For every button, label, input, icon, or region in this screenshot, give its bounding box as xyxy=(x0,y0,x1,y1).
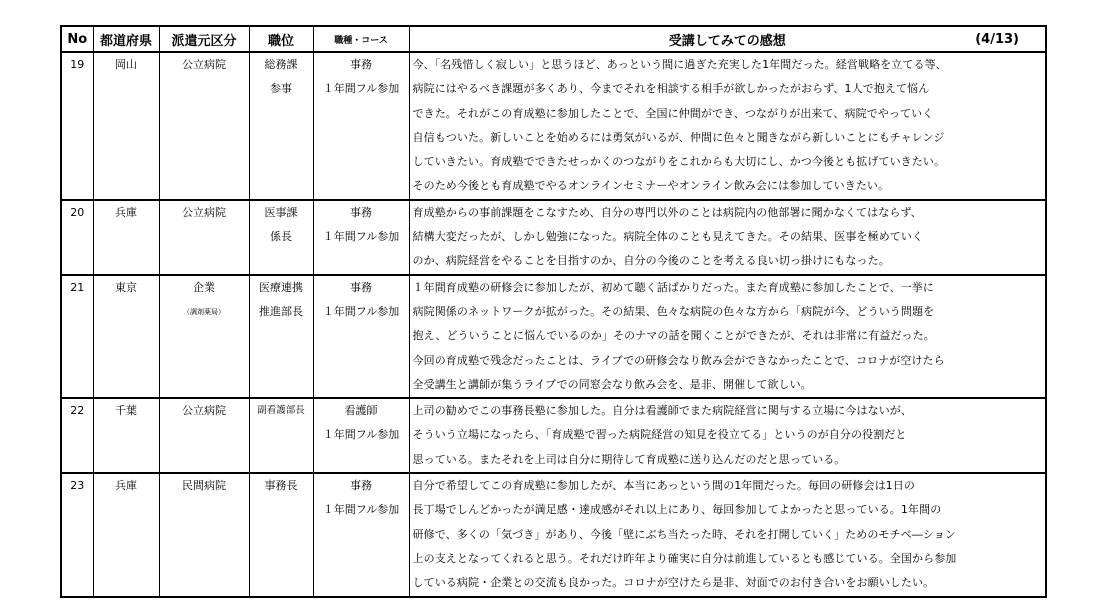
dispatch-text: 公立病院 xyxy=(182,404,226,418)
comment-line: のか、病院経営をやることを目指すのか、自分の今後のことを考える良い切っ掛けにもなった。 xyxy=(412,254,890,268)
entry-number: 21 xyxy=(70,280,85,294)
comment-line: していきたい。育成塾でできたせっかくのつながりをこれからも大切にし、かつ今後とも拡げていきたい。 xyxy=(412,155,946,169)
dispatch-text: 公立病院 xyxy=(182,205,226,219)
header-comment-label: 受講してみての感想 xyxy=(668,33,786,49)
comment-line: 自分で希望してこの育成塾に参加したが、本当にあっという間の1年間だった。毎回の研修会は1日の xyxy=(412,479,915,493)
table-row xyxy=(61,398,1046,473)
cell-position xyxy=(249,473,313,596)
prefecture-text: 千葉 xyxy=(115,404,137,418)
comment-line: 今回の育成塾で残念だったことは、ライブでの研修会なり飲み会ができなかったことで、コロナが空けたら xyxy=(412,353,945,367)
dispatch-text: 企業 xyxy=(193,280,215,294)
cell-course xyxy=(313,275,409,398)
comment-line: そういう立場になったら、「育成塾で習った病院経営の知見を役立てる」というのが自分の役割だと xyxy=(412,428,907,442)
survey-table xyxy=(60,25,1047,598)
cell-position xyxy=(249,275,313,398)
cell-position xyxy=(249,200,313,275)
header-prefecture: 都道府県 xyxy=(93,26,159,52)
cell-position xyxy=(249,52,313,200)
job-type-text: 看護師 xyxy=(344,404,378,418)
comment-line: 上司の勧めでこの事務長塾に参加した。自分は看護師でまた病院経営に関与する立場に今はないが、 xyxy=(412,404,912,418)
course-text: １年間フル参加 xyxy=(322,82,400,96)
cell-prefecture xyxy=(93,52,159,200)
prefecture-text: 兵庫 xyxy=(115,205,137,219)
cell-dispatch xyxy=(159,52,249,200)
position-text: 総務課 xyxy=(264,58,298,71)
page-indicator: (4/13) xyxy=(975,32,1019,47)
job-type-text: 事務 xyxy=(350,58,372,71)
cell-prefecture xyxy=(93,398,159,473)
comment-line: 今、「名残惜しく寂しい」と思うほど、あっという間に過ぎた充実した1年間だった。経営戦略を立てる等、 xyxy=(412,58,947,71)
header-no: No xyxy=(61,26,93,52)
entry-number: 19 xyxy=(70,58,85,71)
prefecture-text: 東京 xyxy=(115,280,137,294)
table-row xyxy=(61,200,1046,275)
cell-no xyxy=(61,52,93,200)
comment-line: 思っている。またそれを上司は自分に期待して育成塾に送り込んだのだと思っている。 xyxy=(412,452,846,466)
comment-line: している病院・企業との交流も良かった。コロナが空けたら是非、対面でのお付き合いをお願いしたい。 xyxy=(412,576,935,590)
cell-comment xyxy=(409,52,1046,200)
cell-comment xyxy=(409,398,1046,473)
entry-number: 23 xyxy=(70,479,85,493)
prefecture-text: 兵庫 xyxy=(115,479,137,493)
cell-dispatch xyxy=(159,275,249,398)
header-comment xyxy=(409,26,1046,52)
job-type-text: 事務 xyxy=(350,205,372,219)
cell-dispatch xyxy=(159,200,249,275)
position-text: 医療連携 xyxy=(259,280,303,294)
comment-line: 病院にはやるべき課題が多くあり、今までそれを相談する相手が欲しかったがおらず、1人で抱えて悩ん xyxy=(412,82,930,96)
entry-number: 22 xyxy=(70,404,85,418)
comment-line: 長丁場でしんどかったが満足感・達成感がそれ以上にあり、毎回参加してよかったと思っている。1年間の xyxy=(412,503,942,517)
header-course: 職種・コース xyxy=(313,26,409,52)
job-type-text: 事務 xyxy=(350,479,372,493)
cell-course xyxy=(313,473,409,596)
course-text: １年間フル参加 xyxy=(322,428,400,442)
comment-line: 上の支えとなってくれると思う。それだけ昨年より確実に自分は前進しているとも感じている。全国から参加 xyxy=(412,551,957,565)
comment-line: 全受講生と講師が集うライブでの同窓会なり飲み会を、是非、開催して欲しい。 xyxy=(412,377,812,391)
position-text: 事務長 xyxy=(264,479,298,493)
position-text: 推進部長 xyxy=(259,304,303,318)
comment-line: 結構大変だったが、しかし勉強になった。病院全体のことも見えてきた。その結果、医事を極めていく xyxy=(412,230,924,244)
header-row xyxy=(61,26,1046,52)
table-header xyxy=(61,26,1046,52)
job-type-text: 事務 xyxy=(350,280,372,294)
cell-no xyxy=(61,275,93,398)
cell-prefecture xyxy=(93,275,159,398)
position-text: 参事 xyxy=(270,82,292,96)
cell-course xyxy=(313,52,409,200)
cell-comment xyxy=(409,473,1046,596)
table-row xyxy=(61,275,1046,398)
comment-line: 育成塾からの事前課題をこなすため、自分の専門以外のことは病院内の他部署に聞かなくてはならず、 xyxy=(412,205,922,219)
course-text: １年間フル参加 xyxy=(322,304,400,318)
comment-line: 研修で、多くの「気づき」があり、今後「壁にぶち当たった時、それを打開していく」ためのモチベ―ション xyxy=(412,527,956,541)
cell-course xyxy=(313,398,409,473)
dispatch-text: 公立病院 xyxy=(182,58,226,71)
cell-no xyxy=(61,200,93,275)
comment-line: できた。それがこの育成塾に参加したことで、全国に仲間ができ、つながりが出来て、病院でやっていく xyxy=(412,106,934,120)
comment-line: そのため今後とも育成塾でやるオンラインセミナーやオンライン飲み会には参加していきたい。 xyxy=(412,179,890,193)
table-row xyxy=(61,52,1046,200)
cell-position xyxy=(249,398,313,473)
comment-line: 抱え、どういうことに悩んでいるのか」そのナマの話を聞くことができたが、それは非常に有益だった。 xyxy=(412,329,935,343)
comment-line: 病院関係のネットワークが拡がった。その結果、色々な病院の色々な方から「病院が今、どういう問題を xyxy=(412,304,935,318)
cell-comment xyxy=(409,275,1046,398)
course-text: １年間フル参加 xyxy=(322,230,400,244)
cell-no xyxy=(61,473,93,596)
cell-prefecture xyxy=(93,200,159,275)
cell-dispatch xyxy=(159,473,249,596)
position-text: 係長 xyxy=(270,230,292,244)
dispatch-note: （調剤薬局） xyxy=(183,307,225,316)
cell-prefecture xyxy=(93,473,159,596)
prefecture-text: 岡山 xyxy=(115,58,137,71)
cell-course xyxy=(313,200,409,275)
position-text: 医事課 xyxy=(264,205,298,219)
cell-comment xyxy=(409,200,1046,275)
header-dispatch: 派遣元区分 xyxy=(159,26,249,52)
header-position: 職位 xyxy=(249,26,313,52)
comment-line: 自信もついた。新しいことを始めるには勇気がいるが、仲間に色々と聞きながら新しいことにもチャレンジ xyxy=(412,130,945,144)
dispatch-text: 民間病院 xyxy=(182,479,226,493)
table-row xyxy=(61,473,1046,596)
comment-line: １年間育成塾の研修会に参加したが、初めて聴く話ばかりだった。また育成塾に参加したことで、一挙に xyxy=(412,280,934,294)
table-body xyxy=(61,52,1046,597)
position-text: 副看護部長 xyxy=(257,405,305,417)
cell-dispatch xyxy=(159,398,249,473)
cell-no xyxy=(61,398,93,473)
entry-number: 20 xyxy=(70,205,85,219)
course-text: １年間フル参加 xyxy=(322,503,400,517)
